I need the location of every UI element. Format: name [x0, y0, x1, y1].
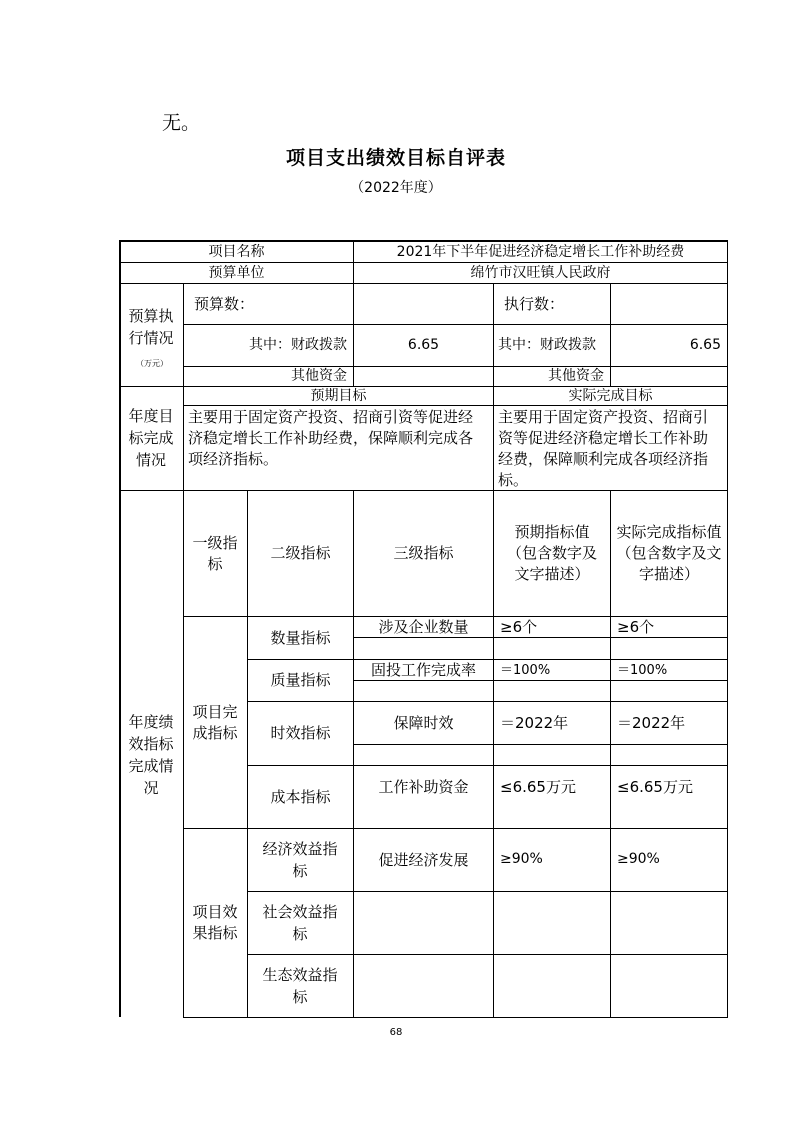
- quality-level3: 固投工作完成率: [370, 660, 476, 679]
- header-expected: 预期指标值（包含数字及文字描述）: [506, 523, 597, 583]
- actual-goal-text: 主要用于固定资产投资、招商引资等促进经济稳定增长工作补助经费，保障顺利完成各项经济指标。: [498, 408, 709, 489]
- table-rule: [183, 1017, 728, 1018]
- economic-actual: ≥90%: [617, 851, 660, 867]
- cost-actual: ≤6.65万元: [617, 777, 693, 796]
- table-rule: [119, 240, 121, 1017]
- quality-expected: ＝100%: [500, 662, 551, 678]
- header-actual: 实际完成指标值（包含数字及文字描述）: [616, 523, 722, 583]
- economic-level3: 促进经济发展: [378, 850, 469, 869]
- page-subtitle: （2022年度）: [350, 180, 442, 196]
- page-title: 项目支出绩效目标自评表: [285, 147, 506, 169]
- fiscal-label-exec: 其中：财政拨款: [498, 337, 596, 353]
- budget-unit-label: 预算单位: [208, 264, 265, 281]
- cost-level3: 工作补助资金: [378, 777, 469, 796]
- table-rule: [247, 954, 728, 955]
- header-level2: 二级指标: [270, 544, 331, 562]
- table-rule: [610, 490, 611, 1018]
- header-level1: 一级指标: [192, 533, 238, 573]
- level1-effect: 项目效果指标: [192, 903, 238, 942]
- fiscal-value-budget: 6.65: [407, 337, 440, 353]
- perf-label: 年度绩效指标完成情况: [128, 713, 174, 797]
- budget-exec-label: 预算执行情况: [128, 307, 174, 347]
- expected-goal-text: 主要用于固定资产投资、招商引资等促进经济稳定增长工作补助经费，保障顺利完成各项经济指标。: [188, 408, 474, 468]
- exec-amount-label: 执行数：: [504, 294, 565, 313]
- cost-expected: ≤6.65万元: [500, 777, 576, 796]
- budget-amount-label: 预算数：: [194, 294, 255, 313]
- quantity-level3: 涉及企业数量: [378, 617, 469, 636]
- expected-goal-header: 预期目标: [310, 387, 367, 404]
- other-funds-label-exec: 其他资金: [548, 368, 604, 384]
- timeliness-level3: 保障时效: [393, 713, 454, 732]
- actual-goal-header: 实际完成目标: [568, 387, 653, 404]
- quality-level2: 质量指标: [270, 671, 331, 689]
- quantity-expected: ≥6个: [500, 617, 538, 636]
- header-level3: 三级指标: [393, 544, 454, 562]
- economic-expected: ≥90%: [500, 851, 543, 867]
- project-name-label: 项目名称: [208, 243, 265, 260]
- annual-goal-label: 年度目标完成情况: [128, 407, 174, 469]
- cost-level2: 成本指标: [270, 787, 331, 806]
- fiscal-label-budget: 其中：财政拨款: [249, 337, 347, 353]
- social-level2: 社会效益指标: [262, 903, 338, 943]
- table-rule: [493, 490, 494, 1018]
- page-number: 68: [389, 1027, 403, 1038]
- timeliness-level2: 时效指标: [270, 724, 331, 742]
- ecological-level2: 生态效益指标: [262, 966, 338, 1006]
- budget-unit-value: 绵竹市汉旺镇人民政府: [470, 264, 611, 281]
- quantity-actual: ≥6个: [617, 617, 655, 636]
- project-name-value: 2021年下半年促进经济稳定增长工作补助经费: [396, 243, 685, 260]
- budget-exec-unit: （万元）: [136, 359, 168, 368]
- quality-actual: ＝100%: [617, 662, 668, 678]
- intro-text: 无。: [162, 112, 201, 134]
- timeliness-expected: ＝2022年: [500, 713, 569, 732]
- level1-completion: 项目完成指标: [192, 702, 238, 742]
- fiscal-value-exec: 6.65: [689, 337, 721, 353]
- economic-level2: 经济效益指标: [262, 840, 338, 880]
- timeliness-actual: ＝2022年: [617, 713, 686, 732]
- quantity-level2: 数量指标: [270, 628, 331, 647]
- table-rule: [247, 891, 728, 892]
- table-rule: [727, 240, 728, 1018]
- table-rule: [353, 744, 728, 745]
- other-funds-label-budget: 其他资金: [291, 368, 347, 384]
